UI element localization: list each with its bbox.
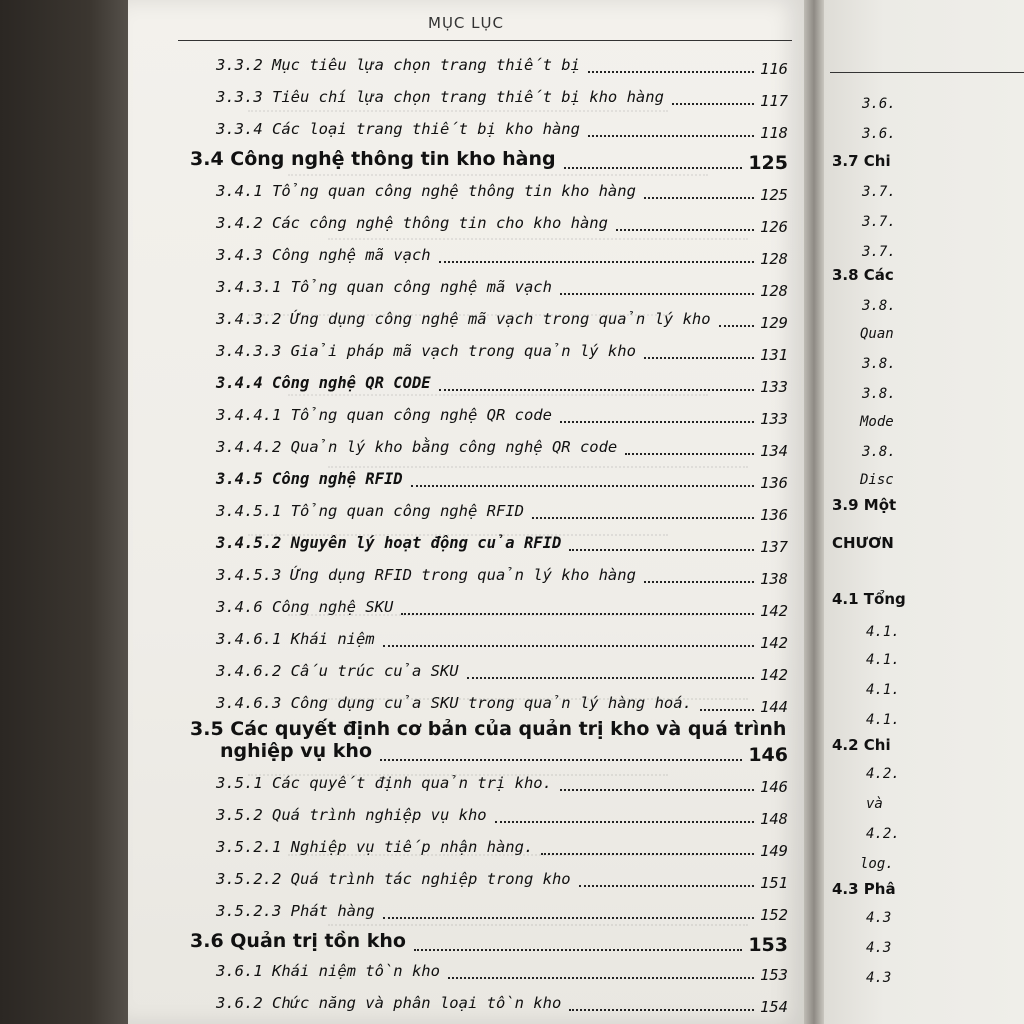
toc-entry-page: 126 [760, 218, 788, 236]
toc-entry [216, 802, 788, 828]
toc-entry [216, 242, 788, 268]
right-page-subentry: 4.2. [866, 826, 900, 842]
book-page-left [128, 0, 804, 1024]
right-page-subentry: 3.6. [862, 96, 896, 112]
toc-entry [216, 898, 788, 924]
toc-entry [220, 740, 788, 766]
toc-entry-title: 3.3.3 Tiêu chí lựa chọn trang thiết bị kho hàng [216, 88, 664, 106]
right-page-subentry: 4.1. [866, 712, 900, 728]
page-title: MỤC LỤC [428, 14, 504, 32]
toc-leader-dots [448, 977, 754, 979]
toc-entry-page: 134 [760, 442, 788, 460]
toc-entry-page: 125 [760, 186, 788, 204]
toc-leader-dots [383, 645, 754, 647]
right-page-subentry: 3.7. [862, 214, 896, 230]
toc-leader-dots [560, 421, 754, 423]
toc-entry-title: 3.6 Quản trị tồn kho [190, 930, 406, 952]
toc-entry-title: 3.6.2 Chức năng và phân loại tồn kho [216, 994, 562, 1012]
toc-entry-title: 3.4.5.2 Nguyên lý hoạt động của RFID [216, 534, 562, 552]
right-page-subentry: 4.2. [866, 766, 900, 782]
right-page-section: 3.9 Một [832, 496, 897, 514]
toc-entry-title: 3.5 Các quyết định cơ bản của quản trị kho và quá trình [190, 718, 787, 740]
toc-leader-dots [569, 1009, 754, 1011]
right-page-section: 4.1 Tổng [832, 590, 906, 608]
right-page-subentry: 3.8. [862, 356, 896, 372]
toc-entry [216, 178, 788, 204]
toc-entry-title: 3.3.4 Các loại trang thiết bị kho hàng [216, 120, 580, 138]
right-page-section: 4.2 Chi [832, 736, 891, 754]
header-divider [178, 40, 792, 41]
toc-entry-title: 3.4.6.3 Công dụng của SKU trong quản lý hàng hoá. [216, 694, 692, 712]
toc-entry [190, 930, 788, 956]
right-page-section: CHƯƠN [832, 534, 894, 552]
toc-entry-title: nghiệp vụ kho [220, 740, 373, 762]
toc-entry-page: 116 [760, 60, 788, 78]
toc-entry-title: 3.4.6.2 Cấu trúc của SKU [216, 662, 459, 680]
toc-entry [216, 562, 788, 588]
toc-entry-page: 136 [760, 506, 788, 524]
toc-entry [216, 530, 788, 556]
toc-entry [216, 84, 788, 110]
toc-leader-dots [411, 485, 754, 487]
right-page-subentry: 3.7. [862, 184, 896, 200]
toc-leader-dots [541, 853, 754, 855]
toc-entry [216, 210, 788, 236]
toc-entry-page: 117 [760, 92, 788, 110]
toc-leader-dots [644, 581, 754, 583]
right-page-divider [830, 72, 1024, 73]
toc-entry-page: 146 [748, 744, 788, 766]
toc-leader-dots [588, 135, 754, 137]
toc-entry-title: 3.4.5.1 Tổng quan công nghệ RFID [216, 502, 524, 520]
toc-entry-title: 3.4.3.2 Ứng dụng công nghệ mã vạch trong quản lý kho [216, 310, 711, 328]
toc-entry-title: 3.4.4.1 Tổng quan công nghệ QR code [216, 406, 552, 424]
toc-entry [216, 402, 788, 428]
toc-entry-page: 118 [760, 124, 788, 142]
toc-entry-title: 3.5.1 Các quyết định quản trị kho. [216, 774, 552, 792]
toc-entry-page: 149 [760, 842, 788, 860]
right-page-subentry: 4.1. [866, 624, 900, 640]
book-gutter [804, 0, 824, 1024]
toc-entry-page: 144 [760, 698, 788, 716]
toc-entry [216, 658, 788, 684]
toc-leader-dots [560, 789, 754, 791]
right-page-subentry: Quan [860, 326, 894, 342]
toc-entry-page: 152 [760, 906, 788, 924]
toc-leader-dots [700, 709, 754, 711]
toc-entry-page: 148 [760, 810, 788, 828]
toc-entry-page: 131 [760, 346, 788, 364]
toc-entry-page: 142 [760, 602, 788, 620]
toc-entry [216, 338, 788, 364]
toc-entry [216, 866, 788, 892]
toc-entry-title: 3.4.2 Các công nghệ thông tin cho kho hàng [216, 214, 608, 232]
toc-entry-title: 3.4.3.3 Giải pháp mã vạch trong quản lý kho [216, 342, 636, 360]
toc-entry [216, 52, 788, 78]
toc-entry [216, 834, 788, 860]
toc-entry [216, 770, 788, 796]
toc-entry-title: 3.4.6 Công nghệ SKU [216, 598, 394, 616]
toc-entry-page: 128 [760, 250, 788, 268]
toc-entry-title: 3.4.3.1 Tổng quan công nghệ mã vạch [216, 278, 552, 296]
toc-entry [216, 306, 788, 332]
toc-entry-title: 3.5.2.1 Nghiệp vụ tiếp nhận hàng. [216, 838, 534, 856]
right-page-section: 3.8 Các [832, 266, 894, 284]
toc-leader-dots [579, 885, 754, 887]
toc-entry-page: 153 [760, 966, 788, 984]
toc-leader-dots [532, 517, 754, 519]
right-page-section: 4.3 Phâ [832, 880, 896, 898]
toc-leader-dots [672, 103, 754, 105]
toc-entry [216, 958, 788, 984]
toc-entry-title: 3.6.1 Khái niệm tồn kho [216, 962, 440, 980]
toc-entry-title: 3.5.2.3 Phát hàng [216, 902, 375, 920]
toc-entry-page: 146 [760, 778, 788, 796]
toc-entry-page: 137 [760, 538, 788, 556]
toc-leader-dots [414, 949, 742, 951]
toc-entry [216, 690, 788, 716]
toc-entry [216, 370, 788, 396]
toc-entry [216, 434, 788, 460]
toc-entry-title: 3.5.2 Quá trình nghiệp vụ kho [216, 806, 487, 824]
toc-entry-page: 151 [760, 874, 788, 892]
toc-entry-page: 142 [760, 634, 788, 652]
toc-entry-page: 142 [760, 666, 788, 684]
toc-leader-dots [719, 325, 754, 327]
toc-entry [216, 498, 788, 524]
toc-leader-dots [495, 821, 754, 823]
toc-leader-dots [625, 453, 754, 455]
toc-entry-title: 3.4 Công nghệ thông tin kho hàng [190, 148, 556, 170]
toc-entry [216, 594, 788, 620]
toc-entry [216, 116, 788, 142]
background-left [0, 0, 128, 1024]
book-page-right [824, 0, 1024, 1024]
right-page-subentry: 3.8. [862, 444, 896, 460]
right-page-subentry: 3.8. [862, 386, 896, 402]
toc-entry-page: 153 [748, 934, 788, 956]
right-page-subentry: 3.6. [862, 126, 896, 142]
toc-entry-page: 129 [760, 314, 788, 332]
right-page-subentry: 4.1. [866, 652, 900, 668]
toc-leader-dots [616, 229, 754, 231]
right-page-subentry: 4.3 [866, 940, 892, 956]
right-page-subentry: Mode [860, 414, 894, 430]
toc-entry-page: 136 [760, 474, 788, 492]
toc-entry-title: 3.5.2.2 Quá trình tác nghiệp trong kho [216, 870, 571, 888]
toc-entry [216, 626, 788, 652]
toc-entry-page: 133 [760, 378, 788, 396]
toc-entry-title: 3.4.4 Công nghệ QR CODE [216, 374, 431, 392]
toc-entry-page: 128 [760, 282, 788, 300]
toc-leader-dots [560, 293, 754, 295]
toc-entry-title: 3.4.1 Tổng quan công nghệ thông tin kho hàng [216, 182, 636, 200]
toc-leader-dots [588, 71, 754, 73]
right-page-subentry: Disc [860, 472, 894, 488]
toc-entry-title: 3.4.5 Công nghệ RFID [216, 470, 403, 488]
toc-entry-page: 138 [760, 570, 788, 588]
toc-leader-dots [380, 759, 742, 761]
right-page-subentry: 4.1. [866, 682, 900, 698]
right-page-subentry: 4.3 [866, 970, 892, 986]
toc-leader-dots [383, 917, 754, 919]
toc-leader-dots [564, 167, 743, 169]
toc-leader-dots [644, 357, 754, 359]
toc-entry-title: 3.4.6.1 Khái niệm [216, 630, 375, 648]
toc-entry [216, 274, 788, 300]
toc-leader-dots [467, 677, 754, 679]
right-page-subentry: 4.3 [866, 910, 892, 926]
toc-leader-dots [569, 549, 754, 551]
toc-entry-page: 133 [760, 410, 788, 428]
toc-entry-title: 3.4.5.3 Ứng dụng RFID trong quản lý kho hàng [216, 566, 636, 584]
right-page-subentry: 3.7. [862, 244, 896, 260]
toc-entry-page: 154 [760, 998, 788, 1016]
toc-entry [216, 990, 788, 1016]
toc-entry-title: 3.3.2 Mục tiêu lựa chọn trang thiết bị [216, 56, 580, 74]
toc-leader-dots [644, 197, 754, 199]
toc-entry [216, 466, 788, 492]
toc-entry-page: 125 [748, 152, 788, 174]
right-page-section: 3.7 Chi [832, 152, 891, 170]
right-page-subentry: log. [860, 856, 894, 872]
toc-entry [190, 148, 788, 174]
toc-leader-dots [439, 389, 754, 391]
right-page-subentry: và [866, 796, 883, 812]
toc-entry-title: 3.4.4.2 Quản lý kho bằng công nghệ QR code [216, 438, 618, 456]
right-page-subentry: 3.8. [862, 298, 896, 314]
toc-leader-dots [401, 613, 754, 615]
toc-leader-dots [439, 261, 754, 263]
toc-entry-title: 3.4.3 Công nghệ mã vạch [216, 246, 431, 264]
